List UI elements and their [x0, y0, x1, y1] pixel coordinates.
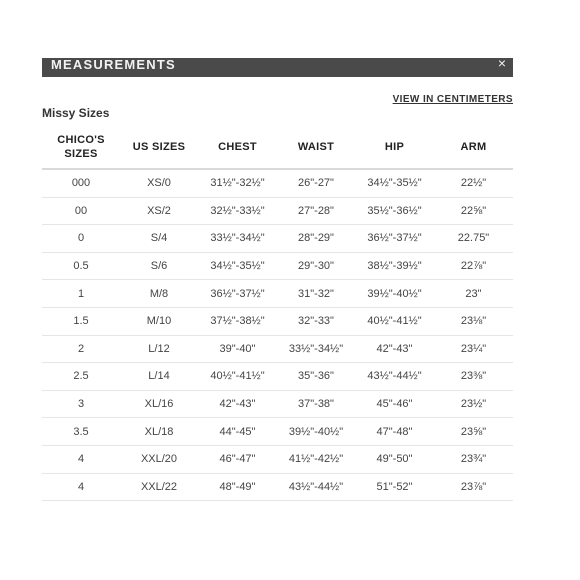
hip-cell: 42"-43" — [355, 335, 434, 363]
table-row — [42, 280, 513, 308]
chest-cell: 33½"-34½" — [198, 225, 277, 253]
chest-cell: 32½"-33½" — [198, 197, 277, 225]
arm-cell: 23⅞" — [434, 473, 513, 501]
chest-cell: 37½"-38½" — [198, 307, 277, 335]
us-size-cell: M/10 — [120, 307, 198, 335]
hip-cell: 38½"-39½" — [355, 252, 434, 280]
us-size-cell: XL/18 — [120, 418, 198, 446]
hip-cell: 47"-48" — [355, 418, 434, 446]
chicos-size-cell: 000 — [42, 169, 120, 197]
table-row — [42, 390, 513, 418]
chicos-size-cell: 4 — [42, 445, 120, 473]
arm-cell: 23⅝" — [434, 418, 513, 446]
chest-cell: 40½"-41½" — [198, 363, 277, 391]
chest-cell: 31½"-32½" — [198, 169, 277, 197]
chicos-size-cell: 00 — [42, 197, 120, 225]
chest-cell: 39"-40" — [198, 335, 277, 363]
hip-cell: 43½"-44½" — [355, 363, 434, 391]
arm-cell: 23½" — [434, 390, 513, 418]
us-size-cell: XXL/22 — [120, 473, 198, 501]
arm-cell: 23" — [434, 280, 513, 308]
hip-cell: 36½"-37½" — [355, 225, 434, 253]
chest-cell: 48"-49" — [198, 473, 277, 501]
waist-cell: 28"-29" — [277, 225, 355, 253]
waist-cell: 32"-33" — [277, 307, 355, 335]
chest-cell: 44"-45" — [198, 418, 277, 446]
us-size-cell: L/12 — [120, 335, 198, 363]
column-header: CHICO'S SIZES — [42, 126, 120, 169]
size-chart-table — [42, 126, 513, 501]
waist-cell: 37"-38" — [277, 390, 355, 418]
table-header-row — [42, 126, 513, 169]
column-header: HIP — [355, 126, 434, 169]
hip-cell: 45"-46" — [355, 390, 434, 418]
modal-header — [42, 58, 513, 77]
hip-cell: 39½"-40½" — [355, 280, 434, 308]
table-row — [42, 307, 513, 335]
table-body — [42, 169, 513, 501]
waist-cell: 33½"-34½" — [277, 335, 355, 363]
section-label: Missy Sizes — [42, 106, 110, 120]
waist-cell: 35"-36" — [277, 363, 355, 391]
column-header: WAIST — [277, 126, 355, 169]
chest-cell: 34½"-35½" — [198, 252, 277, 280]
arm-cell: 23¾" — [434, 445, 513, 473]
table-row — [42, 363, 513, 391]
waist-cell: 29"-30" — [277, 252, 355, 280]
hip-cell: 35½"-36½" — [355, 197, 434, 225]
table-row — [42, 418, 513, 446]
us-size-cell: XXL/20 — [120, 445, 198, 473]
table-row — [42, 445, 513, 473]
chicos-size-cell: 3.5 — [42, 418, 120, 446]
chicos-size-cell: 1.5 — [42, 307, 120, 335]
us-size-cell: S/4 — [120, 225, 198, 253]
arm-cell: 23¼" — [434, 335, 513, 363]
us-size-cell: XS/0 — [120, 169, 198, 197]
chest-cell: 46"-47" — [198, 445, 277, 473]
table-row — [42, 169, 513, 197]
table-row — [42, 473, 513, 501]
waist-cell: 26"-27" — [277, 169, 355, 197]
us-size-cell: XS/2 — [120, 197, 198, 225]
chicos-size-cell: 0.5 — [42, 252, 120, 280]
waist-cell: 43½"-44½" — [277, 473, 355, 501]
hip-cell: 40½"-41½" — [355, 307, 434, 335]
chicos-size-cell: 2 — [42, 335, 120, 363]
us-size-cell: L/14 — [120, 363, 198, 391]
arm-cell: 23⅛" — [434, 307, 513, 335]
waist-cell: 27"-28" — [277, 197, 355, 225]
column-header: ARM — [434, 126, 513, 169]
chicos-size-cell: 1 — [42, 280, 120, 308]
table-row — [42, 225, 513, 253]
table-row — [42, 252, 513, 280]
column-header: US SIZES — [120, 126, 198, 169]
hip-cell: 49"-50" — [355, 445, 434, 473]
arm-cell: 22⅝" — [434, 197, 513, 225]
chest-cell: 36½"-37½" — [198, 280, 277, 308]
waist-cell: 31"-32" — [277, 280, 355, 308]
chicos-size-cell: 0 — [42, 225, 120, 253]
waist-cell: 39½"-40½" — [277, 418, 355, 446]
modal-title: MEASUREMENTS — [51, 58, 176, 72]
table-row — [42, 197, 513, 225]
chicos-size-cell: 3 — [42, 390, 120, 418]
us-size-cell: XL/16 — [120, 390, 198, 418]
table-row — [42, 335, 513, 363]
arm-cell: 22.75" — [434, 225, 513, 253]
arm-cell: 22⅞" — [434, 252, 513, 280]
us-size-cell: M/8 — [120, 280, 198, 308]
close-icon[interactable]: × — [497, 58, 506, 71]
arm-cell: 23⅜" — [434, 363, 513, 391]
chest-cell: 42"-43" — [198, 390, 277, 418]
chicos-size-cell: 4 — [42, 473, 120, 501]
hip-cell: 51"-52" — [355, 473, 434, 501]
view-in-centimeters-link[interactable]: VIEW IN CENTIMETERS — [392, 94, 513, 105]
arm-cell: 22½" — [434, 169, 513, 197]
waist-cell: 41½"-42½" — [277, 445, 355, 473]
chicos-size-cell: 2.5 — [42, 363, 120, 391]
us-size-cell: S/6 — [120, 252, 198, 280]
column-header: CHEST — [198, 126, 277, 169]
hip-cell: 34½"-35½" — [355, 169, 434, 197]
